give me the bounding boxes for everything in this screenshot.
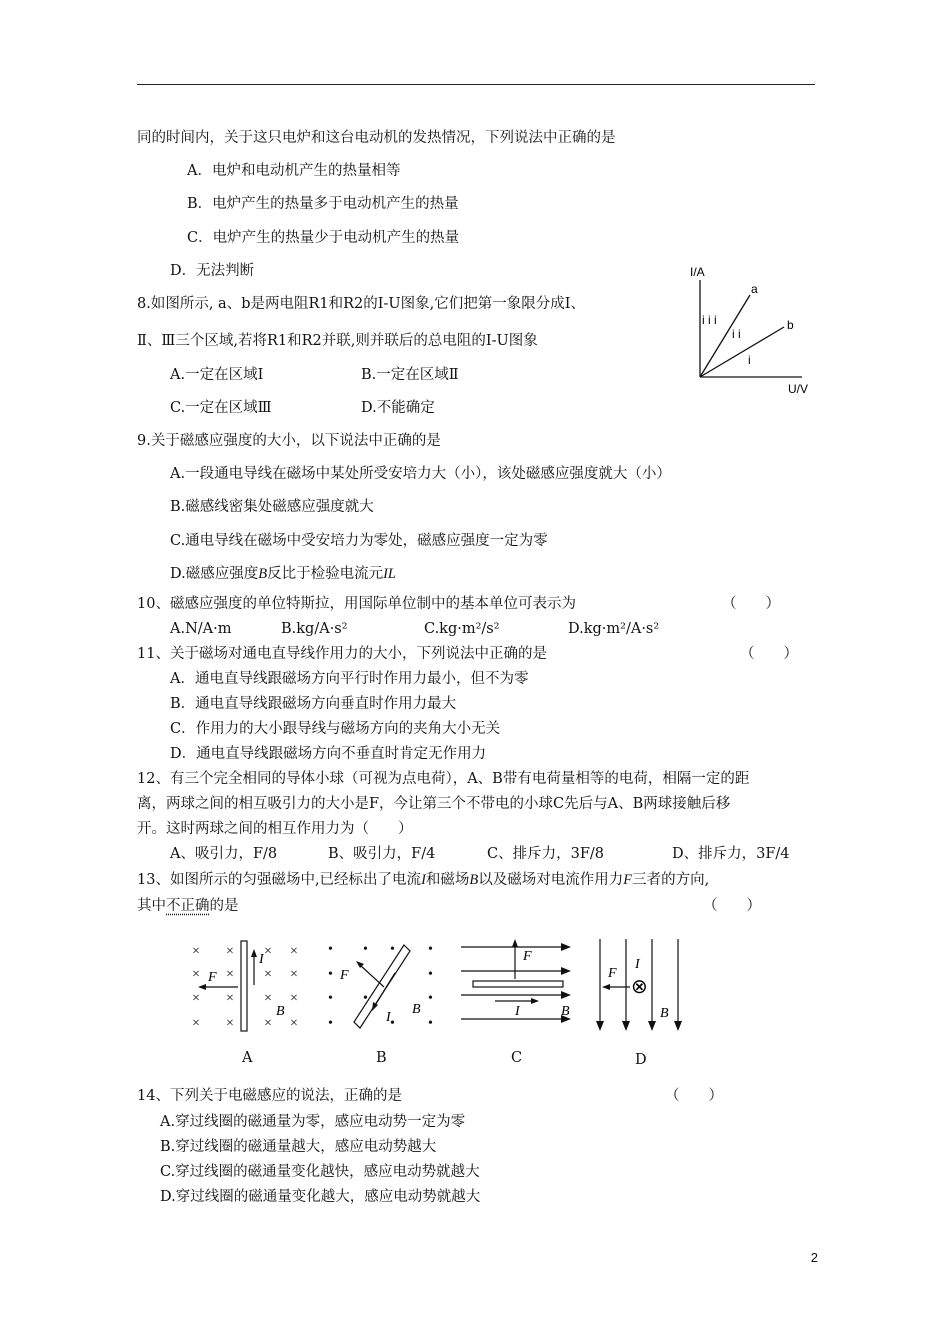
- q11-option-a: A．通电直导线跟磁场方向平行时作用力最小，但不为零: [170, 671, 529, 687]
- q13-text-1: 13、如图所示的匀强磁场中,已经标出了电流: [137, 872, 422, 888]
- graph-region-1: i: [748, 353, 751, 367]
- q9-option-b: B.磁感线密集处磁感应强度就大: [170, 499, 374, 515]
- q7-option-d: D．无法判断: [170, 263, 255, 279]
- svg-text:×: ×: [226, 944, 234, 959]
- q13-text-4: 三者的方向,: [632, 872, 710, 888]
- q9-stem: 9.关于磁感应强度的大小，以下说法中正确的是: [137, 433, 441, 449]
- svg-text:×: ×: [226, 991, 234, 1006]
- q9d-text-2: 反比于检验电流元: [267, 566, 384, 582]
- figure-d-current-into-page-icon: ⊗: [631, 976, 648, 998]
- q12-option-c: C、排斥力，3F/8: [487, 846, 604, 862]
- iu-graph: [680, 262, 820, 397]
- q9-option-d: [170, 564, 396, 584]
- page-number: 2: [810, 1250, 818, 1265]
- graph-label-a: a: [751, 282, 758, 296]
- figure-a: [180, 935, 310, 1035]
- figure-c-force-arrowhead: [512, 939, 518, 947]
- svg-text:•: •: [328, 1016, 333, 1031]
- q10-option-b: B.kg/A·s²: [281, 621, 348, 637]
- svg-text:•: •: [428, 991, 433, 1006]
- q12-stem-3: 开。这时两球之间的相互作用力为（ ）: [137, 821, 413, 837]
- figure-b: [318, 935, 448, 1035]
- q12-option-b: B、吸引力，F/4: [328, 846, 436, 862]
- svg-text:×: ×: [264, 944, 272, 959]
- figure-b-current-arrowhead: [372, 1002, 378, 1011]
- q13-symbol-i: I: [421, 872, 426, 888]
- svg-text:•: •: [363, 942, 368, 957]
- svg-text:•: •: [390, 942, 395, 957]
- figure-c-conductor: [473, 981, 563, 987]
- q13-stem-2: [137, 896, 239, 916]
- q13-text-6: 的是: [209, 898, 239, 914]
- q9d-text-1: D.磁感应强度: [170, 566, 259, 582]
- q14-option-b: B.穿过线圈的磁通量越大，感应电动势越大: [160, 1139, 437, 1155]
- q7-option-b: B．电炉产生的热量多于电动机产生的热量: [187, 196, 459, 212]
- q9d-symbol-il: IL: [383, 566, 396, 582]
- figure-c-caption: C: [511, 1050, 523, 1066]
- figure-b-conductor: [354, 945, 410, 1028]
- svg-text:•: •: [328, 942, 333, 957]
- q13-text-2: 和磁场: [425, 872, 470, 888]
- q9-option-c: C.通电导线在磁场中受安培力为零处，磁感应强度一定为零: [170, 533, 548, 549]
- graph-x-label: U/V: [788, 382, 809, 396]
- q11-option-c: C．作用力的大小跟导线与磁场方向的夹角大小无关: [170, 721, 501, 737]
- figure-b-caption: B: [376, 1050, 387, 1066]
- svg-text:×: ×: [192, 967, 200, 982]
- q7-option-c: C．电炉产生的热量少于电动机产生的热量: [187, 230, 460, 246]
- svg-text:×: ×: [264, 967, 272, 982]
- figure-c-label-i: I: [515, 1004, 520, 1019]
- q13-emphasis: 不正确: [166, 898, 210, 914]
- header-rule: [137, 84, 815, 85]
- figure-d-label-b: B: [660, 1006, 669, 1021]
- graph-line-b: [700, 327, 784, 377]
- svg-text:•: •: [363, 991, 368, 1006]
- q8-option-a: A.一定在区域Ⅰ: [170, 367, 264, 383]
- q7-option-a: A．电炉和电动机产生的热量相等: [187, 163, 401, 179]
- svg-text:×: ×: [226, 1016, 234, 1031]
- q7-stem: 同的时间内，关于这只电炉和这台电动机的发热情况，下列说法中正确的是: [137, 130, 616, 146]
- q14-answer-paren: （ ）: [665, 1088, 723, 1104]
- figure-d-field-arrowheads: [596, 1021, 682, 1031]
- svg-text:×: ×: [290, 944, 298, 959]
- svg-text:×: ×: [226, 967, 234, 982]
- figure-b-force-arrow: [360, 965, 384, 987]
- svg-text:×: ×: [290, 967, 298, 982]
- q11-option-b: B．通电直导线跟磁场方向垂直时作用力最大: [170, 696, 457, 712]
- figure-d-label-i: I: [635, 957, 640, 972]
- q10-option-c: C.kg·m²/s²: [424, 621, 500, 637]
- figure-b-label-i: I: [386, 1010, 391, 1025]
- graph-y-label: I/A: [690, 265, 705, 279]
- q10-answer-paren: （ ）: [722, 596, 780, 612]
- svg-text:×: ×: [192, 944, 200, 959]
- figure-a-label-b: B: [276, 1004, 285, 1019]
- figure-d-caption: D: [635, 1052, 647, 1068]
- figure-a-conductor: [241, 941, 247, 1031]
- graph-region-2: i i: [732, 327, 741, 341]
- q10-stem: 10、磁感应强度的单位特斯拉，用国际单位制中的基本单位可表示为: [137, 596, 576, 612]
- q8-stem-2: Ⅱ、Ⅲ三个区域,若将R1和R2并联,则并联后的总电阻的I-U图象: [137, 333, 538, 349]
- figure-b-label-b: B: [412, 1002, 421, 1017]
- q13-stem-1: [137, 870, 709, 890]
- q11-stem: 11、关于磁场对通电直导线作用力的大小，下列说法中正确的是: [137, 646, 547, 662]
- q9d-symbol-b: B: [258, 566, 268, 582]
- svg-text:×: ×: [192, 1016, 200, 1031]
- figure-a-label-i: I: [259, 952, 264, 967]
- figure-d-label-f: F: [608, 966, 617, 981]
- figure-a-force-arrowhead: [198, 984, 206, 990]
- q11-answer-paren: （ ）: [740, 646, 798, 662]
- figure-c-label-b: B: [561, 1004, 570, 1019]
- q14-option-d: D.穿过线圈的磁通量变化越大，感应电动势就越大: [160, 1189, 481, 1205]
- svg-text:•: •: [390, 1016, 395, 1031]
- graph-region-3: i i i: [702, 313, 717, 327]
- svg-text:•: •: [428, 942, 433, 957]
- figure-c: [455, 935, 585, 1035]
- svg-text:×: ×: [192, 991, 200, 1006]
- svg-text:×: ×: [290, 1016, 298, 1031]
- figure-a-caption: A: [242, 1050, 253, 1066]
- svg-text:×: ×: [264, 1016, 272, 1031]
- q13-text-5: 其中: [137, 898, 166, 914]
- figure-d-force-arrowhead: [602, 984, 610, 990]
- figure-d: [590, 935, 700, 1035]
- q14-option-a: A.穿过线圈的磁通量为零，感应电动势一定为零: [160, 1114, 466, 1130]
- svg-text:•: •: [428, 967, 433, 982]
- figure-a-current-arrowhead: [251, 949, 257, 957]
- q12-option-a: A、吸引力，F/8: [170, 846, 278, 862]
- q13-symbol-f: F: [623, 872, 633, 888]
- q9-option-a: A.一段通电导线在磁场中某处所受安培力大（小），该处磁感应强度就大（小）: [170, 466, 671, 482]
- q10-option-a: A.N/A·m: [170, 621, 232, 637]
- q8-option-d: D.不能确定: [361, 400, 435, 416]
- q14-option-c: C.穿过线圈的磁通量变化越快，感应电动势就越大: [160, 1164, 480, 1180]
- figure-c-label-f: F: [523, 949, 532, 964]
- figure-c-current-arrowhead: [531, 998, 539, 1004]
- q12-stem-2: 离，两球之间的相互吸引力的大小是F，今让第三个不带电的小球C先后与A、B两球接触后移: [137, 796, 731, 812]
- q11-option-d: D．通电直导线跟磁场方向不垂直时肯定无作用力: [170, 746, 487, 762]
- q12-option-d: D、排斥力，3F/4: [672, 846, 790, 862]
- q8-option-b: B.一定在区域Ⅱ: [361, 367, 459, 383]
- figure-a-label-f: F: [208, 970, 217, 985]
- figure-b-label-f: F: [340, 968, 349, 983]
- svg-text:•: •: [328, 967, 333, 982]
- q10-option-d: D.kg·m²/A·s²: [568, 621, 660, 637]
- svg-text:•: •: [328, 991, 333, 1006]
- q14-stem: 14、下列关于电磁感应的说法，正确的是: [137, 1088, 402, 1104]
- svg-text:•: •: [428, 1016, 433, 1031]
- q8-option-c: C.一定在区域Ⅲ: [170, 400, 272, 416]
- q13-symbol-b: B: [469, 872, 479, 888]
- q13-answer-paren: （ ）: [703, 898, 761, 914]
- svg-text:×: ×: [264, 991, 272, 1006]
- q12-stem-1: 12、有三个完全相同的导体小球（可视为点电荷），A、B带有电荷量相等的电荷，相隔一定的距: [137, 771, 750, 787]
- svg-text:×: ×: [290, 991, 298, 1006]
- q8-stem-1: 8.如图所示, a、b是两电阻R1和R2的I-U图象,它们把第一象限分成Ⅰ、: [137, 296, 585, 312]
- q13-text-3: 以及磁场对电流作用力: [478, 872, 624, 888]
- graph-label-b: b: [787, 318, 794, 332]
- graph-line-a: [700, 295, 750, 377]
